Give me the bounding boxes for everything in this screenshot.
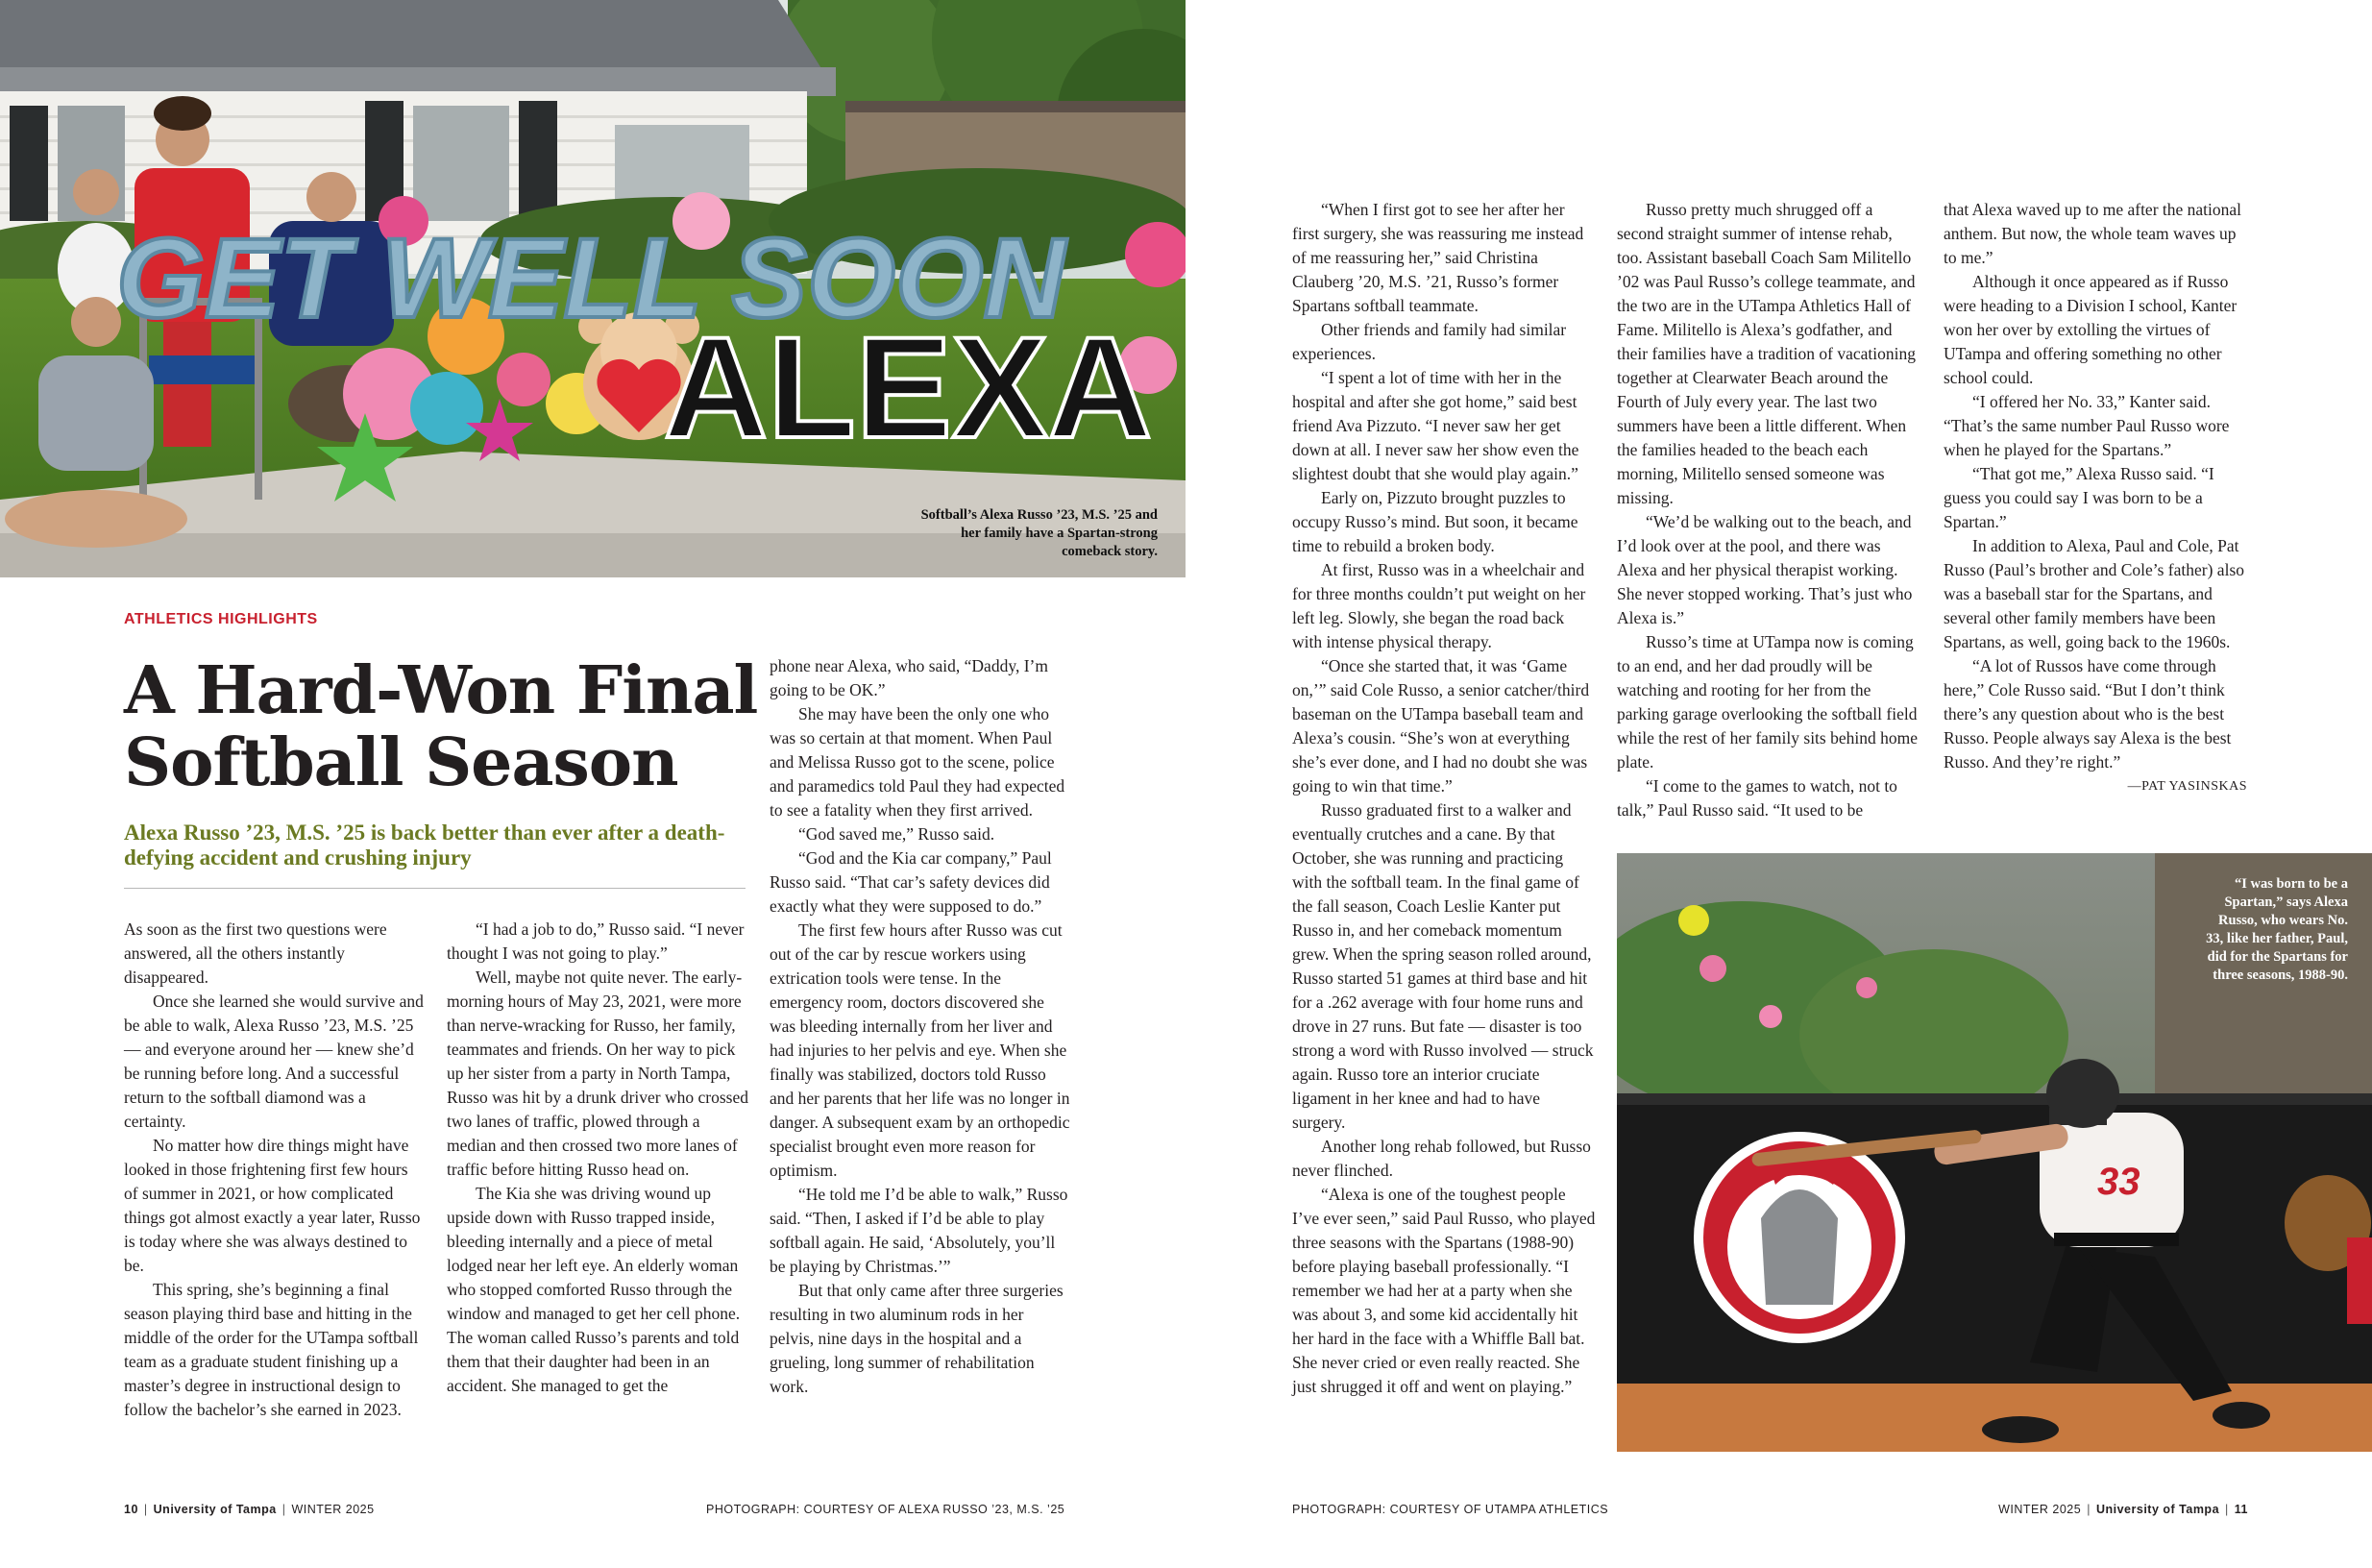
left-page-number: 10 bbox=[124, 1503, 138, 1516]
paragraph: “I had a job to do,” Russo said. “I never thought I was not going to play.” bbox=[447, 919, 745, 963]
column-3 bbox=[770, 654, 1071, 1399]
paragraph: Russo pretty much shrugged off a second straight summer of intense rehab, too. Assistant baseball Coach Sam Militello ’02 was Paul Russo’s college teammate, and the two are in the UTampa Athletics Hall of Fame. Militello is Alexa’s godfather, and their families have a tradition of vacationing together at Clearwater Beach around the Fourth of July every year. The last two summers have been a little different. When the families headed to the beach each morning, Militello sensed someone was missing. bbox=[1617, 200, 1917, 507]
paragraph: Well, maybe not quite never. The early-morning hours of May 23, 2021, were more than nerve-wracking for Russo, her family, teammates and friends. On her way to pick up her sister from a party in North Tampa, Russo was hit by a drunk driver who crossed two lanes of traffic, plowed through a median and then crossed two more lanes of traffic before hitting Russo head on. bbox=[447, 968, 748, 1179]
paragraph: “I come to the games to watch, not to talk,” Paul Russo said. “It used to be bbox=[1617, 776, 1897, 820]
column-1 bbox=[124, 918, 426, 1422]
column-5 bbox=[1617, 198, 1920, 822]
paragraph: “Once she started that, it was ‘Game on,’” said Cole Russo, a senior catcher/third baseman on the UTampa baseball team and Alexa’s cousin. “She’s won at everything she’s ever done, and I had no doubt she was going to win that time.” bbox=[1292, 656, 1590, 796]
paragraph: “That got me,” Alexa Russo said. “I guess you could say I was born to be a Spartan.” bbox=[1944, 464, 2214, 531]
paragraph: “Alexa is one of the toughest people I’ve ever seen,” said Paul Russo, who played three seasons with the Spartans (1988-90) before playing baseball professionally. “I remember we had her at a party when she was about 3, and some kid accidentally hit her hard in the face with a Whiffle Ball bat. She never cried or even really reacted. She just shrugged it off and went on playing.” bbox=[1292, 1185, 1596, 1396]
softball-batter-photo bbox=[1617, 853, 2372, 1452]
footer-left: 10 | University of Tampa | WINTER 2025 bbox=[124, 1503, 375, 1516]
paragraph: As soon as the first two questions were answered, all the others instantly disappeared. bbox=[124, 919, 387, 987]
author-signature: —PAT YASINSKAS bbox=[2127, 779, 2247, 794]
paragraph: Early on, Pizzuto brought puzzles to occupy Russo’s mind. But soon, it became time to rebuild a broken body. bbox=[1292, 488, 1578, 555]
section-kicker: ATHLETICS HIGHLIGHTS bbox=[124, 611, 318, 627]
footer-right: WINTER 2025 | University of Tampa | 11 bbox=[1998, 1503, 2248, 1516]
issue-date: WINTER 2025 bbox=[1998, 1503, 2082, 1516]
paragraph: No matter how dire things might have looked in those frightening first few hours of summer in 2021, or how complicated things got almost exactly a year later, Russo is today where she was always destined to be. bbox=[124, 1136, 421, 1275]
paragraph: The first few hours after Russo was cut out of the car by rescue workers using extrication tools were tense. In the emergency room, doctors discovered she was bleeding internally from her liver and had injuries to her pelvis and eye. When she finally was stabilized, doctors told Russo and her parents that her life was no longer in danger. A subsequent exam by an orthopedic specialist brought even more reason for optimism. bbox=[770, 920, 1070, 1180]
article-title: A Hard-Won Final Softball Season bbox=[124, 652, 758, 801]
paragraph: She may have been the only one who was so certain at that moment. When Paul and Melissa Russo got to the scene, police and paramedics told Paul they had expected to see a fatality when they first arrived. bbox=[770, 704, 1065, 820]
family-yard-sign-photo bbox=[0, 0, 1186, 577]
paragraph: But that only came after three surgeries resulting in two aluminum rods in her pelvis, nine days in the hospital and a grueling, long summer of rehabilitation work. bbox=[770, 1281, 1064, 1396]
issue-date: WINTER 2025 bbox=[291, 1503, 375, 1516]
paragraph: “I spent a lot of time with her in the hospital and after she got home,” said best friend Ava Pizzuto. “I never saw her get down at all. I never saw her show even the slightest doubt that she would play again.” bbox=[1292, 368, 1579, 483]
paragraph: Russo’s time at UTampa now is coming to an end, and her dad proudly will be watching and rooting for her from the parking garage overlooking the softball field while the rest of her family sits behind home plate. bbox=[1617, 632, 1918, 772]
paragraph: Other friends and family had similar experiences. bbox=[1292, 320, 1567, 363]
top-photo-caption: Softball’s Alexa Russo ’23, M.S. ’25 and her family have a Spartan-strong comeback story. bbox=[920, 507, 1158, 559]
publication-name: University of Tampa bbox=[153, 1503, 277, 1516]
right-page-number: 11 bbox=[2234, 1503, 2248, 1516]
paragraph: “He told me I’d be able to walk,” Russo said. “Then, I asked if I’d be able to play softball again. He said, ‘Absolutely, you’ll be playing by Christmas.’” bbox=[770, 1185, 1068, 1276]
paragraph: “A lot of Russos have come through here,” Cole Russo said. “But I don’t think there’s any question about who is the best Russo. People always say Alexa is the best Russo. And they’re right.” bbox=[1944, 656, 2232, 772]
paragraph: Once she learned she would survive and be able to walk, Alexa Russo ’23, M.S. ’25 — and everyone around her — knew she’d be running before long. And a successful return to the softball diamond was a certainty. bbox=[124, 992, 424, 1131]
paragraph: “We’d be walking out to the beach, and I’d look over at the pool, and there was Alexa and her physical therapist working. She never stopped working. That’s just who Alexa is.” bbox=[1617, 512, 1913, 627]
jersey-number: 33 bbox=[2097, 1161, 2140, 1203]
column-6 bbox=[1944, 198, 2247, 798]
paragraph: Russo graduated first to a walker and eventually crutches and a cane. By that October, she was running and practicing with the softball team. In the final game of the fall season, Coach Leslie Kanter put Russo in, and her comeback momentum grew. When the spring season rolled around, Russo started 51 games at third base and hit for a .262 average with four home runs and drove in 27 runs. But fate — disaster is too strong a word with Russo involved — struck again. Russo tore an interior cruciate ligament in her knee and had to have surgery. bbox=[1292, 800, 1594, 1132]
paragraph: In addition to Alexa, Paul and Cole, Pat Russo (Paul’s brother and Cole’s father) also was a baseball star for the Spartans, and several other family members have been Spartans, as well, going back to the 1960s. bbox=[1944, 536, 2245, 651]
sign-top-text: GET WELL SOON bbox=[116, 215, 1065, 342]
yard-sign-illustration bbox=[0, 0, 1186, 577]
paragraph: “God and the Kia car company,” Paul Russo said. “That car’s safety devices did exactly what they were supposed to do.” bbox=[770, 848, 1052, 916]
bottom-photo-caption: “I was born to be a Spartan,” says Alexa Russo, who wears No. 33, like her father, Paul, did for the Spartans for three seasons, 1988-90. bbox=[2206, 876, 2348, 983]
paragraph: “I offered her No. 33,” Kanter said. “That’s the same number Paul Russo wore when he played for the Spartans.” bbox=[1944, 392, 2230, 459]
paragraph: “God saved me,” Russo said. bbox=[798, 824, 995, 844]
paragraph: that Alexa waved up to me after the national anthem. But now, the whole team waves up to me.” bbox=[1944, 200, 2242, 267]
dek-divider bbox=[124, 888, 746, 889]
paragraph: Another long rehab followed, but Russo never flinched. bbox=[1292, 1137, 1591, 1180]
paragraph: The Kia she was driving wound up upside down with Russo trapped inside, bleeding internally and a piece of metal lodged near her left eye. An elderly woman who stopped comforted Russo through the window and managed to get her cell phone. The woman called Russo’s parents and told them that their daughter had been in an accident. She managed to get the bbox=[447, 1184, 741, 1395]
sign-bottom-text: ALEXA bbox=[663, 306, 1153, 468]
paragraph: phone near Alexa, who said, “Daddy, I’m going to be OK.” bbox=[770, 656, 1048, 699]
photo-credit-right: PHOTOGRAPH: COURTESY OF UTAMPA ATHLETICS bbox=[1292, 1503, 1609, 1516]
photo-credit-left: PHOTOGRAPH: COURTESY OF ALEXA RUSSO ’23, M.S. ’25 bbox=[706, 1503, 1065, 1516]
paragraph: “When I first got to see her after her first surgery, she was reassuring me instead of me reassuring her,” said Christina Clauberg ’20, M.S. ’21, Russo’s former Spartans softball teammate. bbox=[1292, 200, 1584, 315]
paragraph: At first, Russo was in a wheelchair and for three months couldn’t put weight on her left leg. Slowly, she began the road back with intense physical therapy. bbox=[1292, 560, 1586, 651]
article-dek: Alexa Russo ’23, M.S. ’25 is back better than ever after a death-defying accident and crushing injury bbox=[124, 821, 725, 870]
column-4 bbox=[1292, 198, 1596, 1399]
publication-name: University of Tampa bbox=[2095, 1503, 2220, 1516]
paragraph: Although it once appeared as if Russo were heading to a Division I school, Kanter won her over by extolling the virtues of UTampa and offering something no other school could. bbox=[1944, 272, 2238, 387]
paragraph: This spring, she’s beginning a final season playing third base and hitting in the middle of the order for the UTampa softball team as a graduate student finishing up a master’s degree in instructional design to follow the bachelor’s she earned in 2023. bbox=[124, 1280, 419, 1419]
column-2 bbox=[447, 918, 748, 1398]
